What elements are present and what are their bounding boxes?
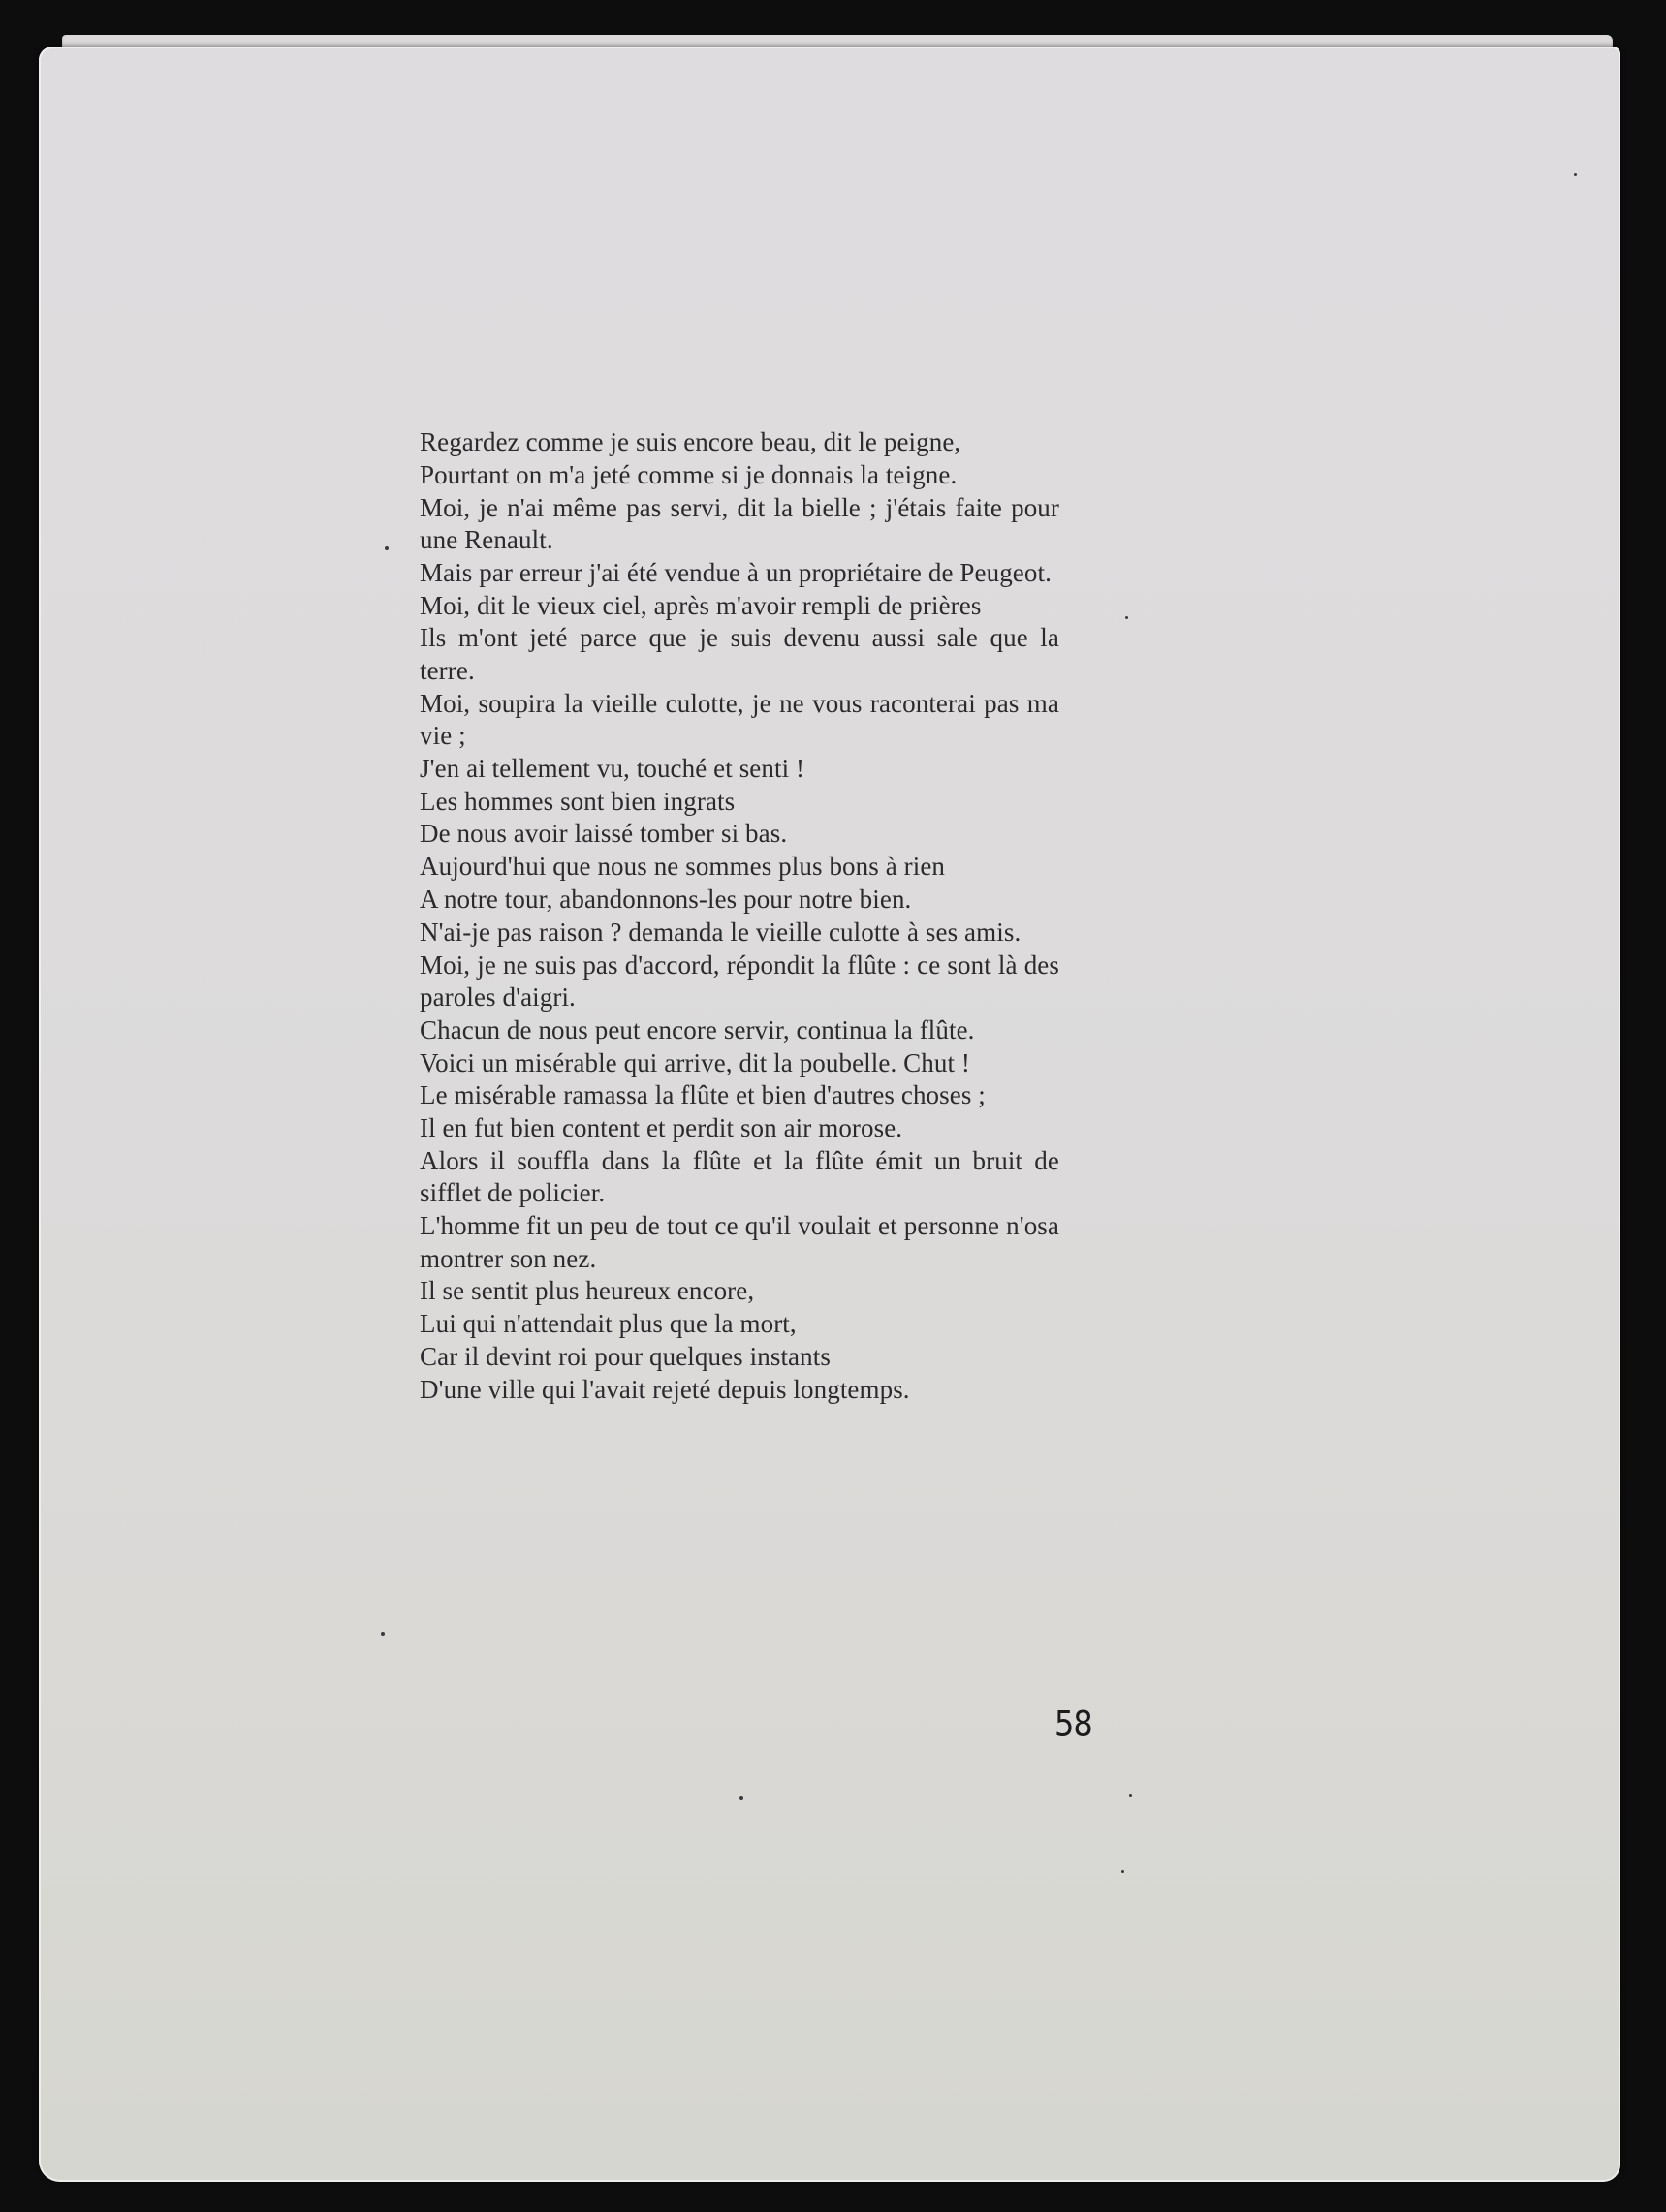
poem-body [420, 426, 1059, 1406]
paper-speck [1574, 173, 1577, 176]
verse-line: Moi, dit le vieux ciel, après m'avoir rempli de prières [420, 590, 982, 620]
verse-line: Moi, je ne suis pas d'accord, répondit la flûte : ce sont là des paroles d'aigri. [420, 950, 1059, 1012]
verse-line: Ils m'ont jeté parce que je suis devenu aussi sale que la terre. [420, 623, 1059, 685]
paper-speck [739, 1796, 743, 1800]
verse-line: Regardez comme je suis encore beau, dit le peigne, [420, 427, 961, 456]
verse-line: D'une ville qui l'avait rejeté depuis longtemps. [420, 1374, 910, 1404]
handwritten-page-number: 58 [1054, 1702, 1092, 1745]
verse-line: L'homme fit un peu de tout ce qu'il voulait et personne n'osa montrer son nez. [420, 1211, 1059, 1273]
verse-line: Aujourd'hui que nous ne sommes plus bons à rien [420, 852, 946, 882]
verse-line: Chacun de nous peut encore servir, continua la flûte. [420, 1014, 975, 1044]
verse-line: Voici un misérable qui arrive, dit la poubelle. Chut ! [420, 1047, 971, 1077]
verse-line: Il se sentit plus heureux encore, [420, 1276, 755, 1306]
verse-line: De nous avoir laissé tomber si bas. [420, 819, 788, 849]
verse-line: Car il devint roi pour quelques instants [420, 1341, 831, 1371]
verse-line: Mais par erreur j'ai été vendue à un propriétaire de Peugeot. [420, 557, 1052, 587]
paper-speck [1129, 1794, 1132, 1797]
paper-speck [1125, 616, 1128, 619]
paper-page [39, 47, 1620, 2182]
verse-line: Pourtant on m'a jeté comme si je donnais la teigne. [420, 459, 958, 489]
paper-speck [381, 1632, 385, 1636]
verse-line: N'ai-je pas raison ? demanda le vieille culotte à ses amis. [420, 917, 1022, 947]
verse-line: Les hommes sont bien ingrats [420, 786, 736, 816]
verse-line: Moi, soupira la vieille culotte, je ne vous raconterai pas ma vie ; [420, 688, 1059, 750]
verse-line: Il en fut bien content et perdit son air morose. [420, 1113, 903, 1143]
verse-line: Moi, je n'ai même pas servi, dit la bielle ; j'étais faite pour une Renault. [420, 492, 1059, 554]
paper-speck [1121, 1870, 1124, 1873]
verse-line: Le misérable ramassa la flûte et bien d'autres choses ; [420, 1080, 986, 1110]
verse-line: Lui qui n'attendait plus que la mort, [420, 1309, 797, 1339]
verse-line: A notre tour, abandonnons-les pour notre bien. [420, 884, 912, 914]
paper-speck [385, 546, 389, 550]
verse-line: J'en ai tellement vu, touché et senti ! [420, 753, 805, 783]
verse-line: Alors il souffla dans la flûte et la flûte émit un bruit de sifflet de policier. [420, 1145, 1059, 1208]
